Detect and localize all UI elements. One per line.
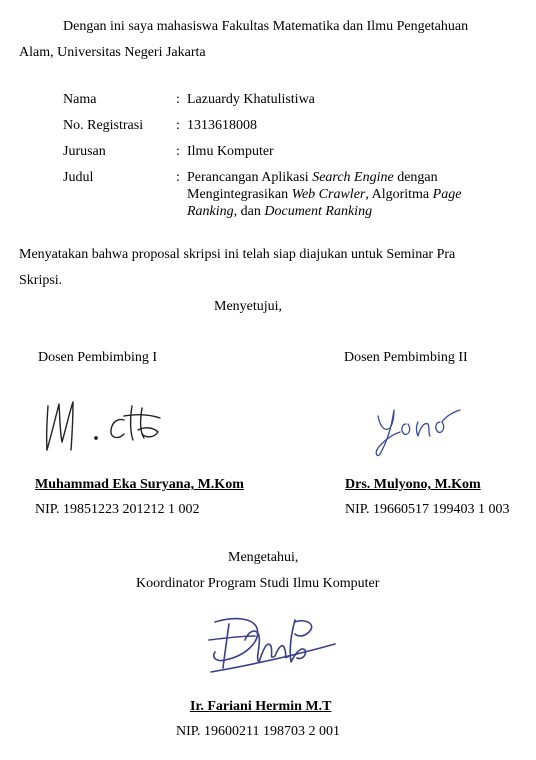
supervisor2-name: Drs. Mulyono, M.Kom bbox=[345, 477, 481, 492]
label-jurusan: Jurusan bbox=[63, 144, 106, 159]
statement-line-2: Skripsi. bbox=[19, 273, 63, 288]
supervisor1-role: Dosen Pembimbing I bbox=[38, 350, 157, 365]
value-judul-line-3: Ranking, dan Document Ranking bbox=[187, 204, 373, 219]
value-jurusan: Ilmu Komputer bbox=[187, 144, 274, 159]
intro-line-2: Alam, Universitas Negeri Jakarta bbox=[19, 45, 206, 60]
statement-line-1: Menyatakan bahwa proposal skripsi ini telah siap diajukan untuk Seminar Pra bbox=[19, 247, 456, 262]
acknowledge-heading: Mengetahui, bbox=[228, 550, 299, 565]
value-noreg: 1313618008 bbox=[187, 118, 257, 133]
colon-jurusan: : bbox=[176, 144, 180, 159]
colon-nama: : bbox=[176, 92, 180, 107]
acknowledge-role: Koordinator Program Studi Ilmu Komputer bbox=[136, 576, 380, 591]
coordinator-name: Ir. Fariani Hermin M.T bbox=[190, 699, 332, 714]
approve-heading: Menyetujui, bbox=[214, 299, 283, 314]
supervisor1-nip: NIP. 19851223 201212 1 002 bbox=[35, 502, 200, 517]
supervisor2-nip: NIP. 19660517 199403 1 003 bbox=[345, 502, 510, 517]
intro-line-1: Dengan ini saya mahasiswa Fakultas Matematika dan Ilmu Pengetahuan bbox=[63, 19, 469, 34]
colon-judul: : bbox=[176, 170, 180, 185]
coordinator-signature bbox=[205, 610, 340, 680]
supervisor2-signature bbox=[372, 398, 468, 458]
coordinator-nip: NIP. 19600211 198703 2 001 bbox=[176, 724, 340, 739]
label-nama: Nama bbox=[63, 92, 97, 107]
value-judul-line-1: Perancangan Aplikasi Search Engine dengan bbox=[187, 170, 438, 185]
value-nama: Lazuardy Khatulistiwa bbox=[187, 92, 315, 107]
supervisor2-role: Dosen Pembimbing II bbox=[344, 350, 468, 365]
label-judul: Judul bbox=[63, 170, 94, 185]
supervisor1-name: Muhammad Eka Suryana, M.Kom bbox=[35, 477, 244, 492]
supervisor1-signature bbox=[38, 392, 168, 454]
colon-noreg: : bbox=[176, 118, 180, 133]
value-judul-line-2: Mengintegrasikan Web Crawler, Algoritma Page bbox=[187, 187, 462, 202]
label-noreg: No. Registrasi bbox=[63, 118, 144, 133]
